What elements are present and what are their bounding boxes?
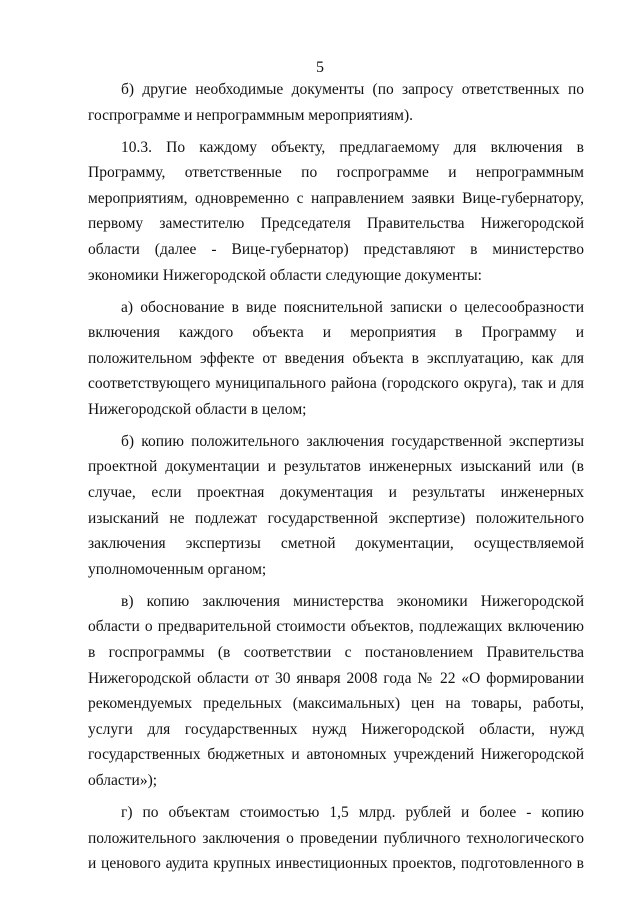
paragraph-v-price-conclusion: в) копию заключения министерства экономики Нижегородской области о предварительной стоимости объектов, подлежащих включению в госпрограммы (в соответствии с постановлением Правительства Нижегородской области от 30 января 2008 года № 22 «О формировании рекомендуемых предельных (максимальных) цен на товары, работы, услуги для государственных нужд Нижегородской области, нужд государственных бюджетных и автономных учреждений Нижегородской области»);	[88, 592, 584, 789]
document-body	[88, 77, 584, 883]
paragraph-a-justification: а) обоснование в виде пояснительной записки о целесообразности включения каждого объекта и мероприятия в Программу и положительном эффекте от введения объекта в эксплуатацию, как для соответствующего муниципального района (городского округа), так и для Нижегородской области в целом;	[88, 298, 584, 418]
paragraph-10-3: 10.3. По каждому объекту, предлагаемому для включения в Программу, ответственные по госпрограмме и непрограммным мероприятиям, одновременно с направлением заявки Вице-губернатору, первому заместителю Председателя Правительства Нижегородской области (далее - Вице-губернатор) представляют в министерство экономики Нижегородской области следующие документы:	[88, 138, 584, 284]
page-number: 5	[316, 59, 324, 76]
paragraph-g-audit: г) по объектам стоимостью 1,5 млрд. рублей и более - копию положительного заключения о проведении публичного технологического и ценового аудита крупных инвестиционных проектов, подготовленного в	[88, 803, 584, 873]
paragraph-b-expertise: б) копию положительного заключения государственной экспертизы проектной документации и результатов инженерных изысканий или (в случае, если проектная документация и результаты инженерных изысканий не подлежат государственной экспертизе) положительного заключения экспертизы сметной документации, осуществляемой уполномоченным органом;	[88, 432, 584, 578]
paragraph-other-documents: б) другие необходимые документы (по запросу ответственных по госпрограмме и непрограммным мероприятиям).	[88, 81, 584, 124]
